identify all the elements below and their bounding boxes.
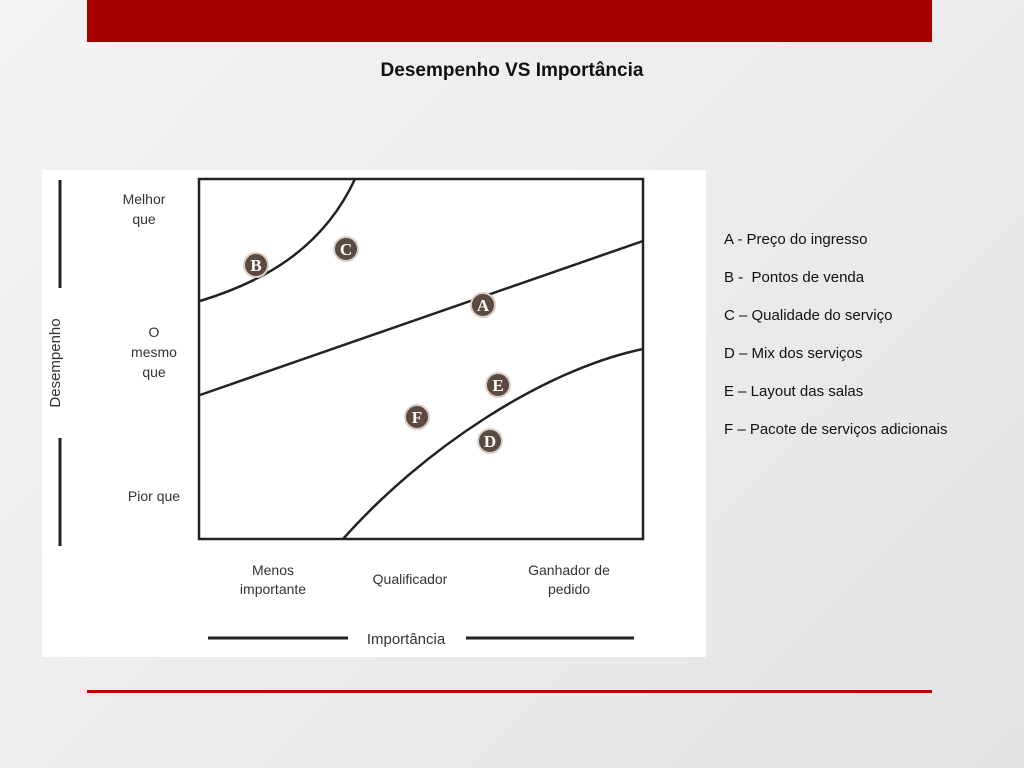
legend-item-e: E – Layout das salas — [724, 383, 864, 400]
bottom-rule — [87, 690, 932, 693]
matrix-svg — [42, 170, 706, 657]
y-axis-label: Desempenho — [47, 318, 64, 408]
legend-item-b: B - Pontos de venda — [724, 269, 865, 286]
legend — [724, 230, 964, 458]
y-level-top-line1: Melhor — [122, 191, 166, 207]
marker-a-label: A — [476, 296, 490, 315]
performance-importance-matrix — [42, 170, 706, 657]
x-axis-label: Importância — [366, 631, 446, 648]
marker-c — [334, 237, 358, 261]
marker-a — [471, 293, 495, 317]
legend-item-f: F – Pacote de serviços adicionais — [724, 421, 948, 438]
marker-f-label: F — [411, 408, 423, 427]
x-level-left-line2: importante — [239, 581, 307, 597]
marker-b-label: B — [250, 256, 262, 275]
x-level-middle: Qualificador — [372, 571, 448, 587]
y-level-middle-line1: O — [148, 324, 160, 340]
top-accent-bar — [87, 0, 932, 42]
y-level-middle-line3: que — [142, 364, 166, 380]
marker-e — [486, 373, 510, 397]
slide-title: Desempenho VS Importância — [380, 60, 644, 81]
x-level-left-line1: Menos — [251, 562, 295, 578]
y-level-bottom: Pior que — [127, 488, 181, 504]
legend-item-d: D – Mix dos serviços — [724, 345, 863, 362]
marker-b — [244, 253, 268, 277]
y-level-top-line2: que — [132, 211, 156, 227]
legend-item-a: A - Preço do ingresso — [724, 231, 868, 248]
marker-c-label: C — [339, 240, 353, 259]
marker-f — [405, 405, 429, 429]
upper-boundary-curve — [200, 179, 355, 301]
plot-frame — [199, 179, 643, 539]
y-level-middle-line2: mesmo — [131, 344, 177, 360]
x-level-right-line2: pedido — [547, 581, 591, 597]
marker-d-label: D — [483, 432, 497, 451]
marker-d — [478, 429, 502, 453]
x-level-right-line1: Ganhador de — [528, 562, 610, 578]
marker-e-label: E — [492, 376, 504, 395]
legend-item-c: C – Qualidade do serviço — [724, 307, 893, 324]
